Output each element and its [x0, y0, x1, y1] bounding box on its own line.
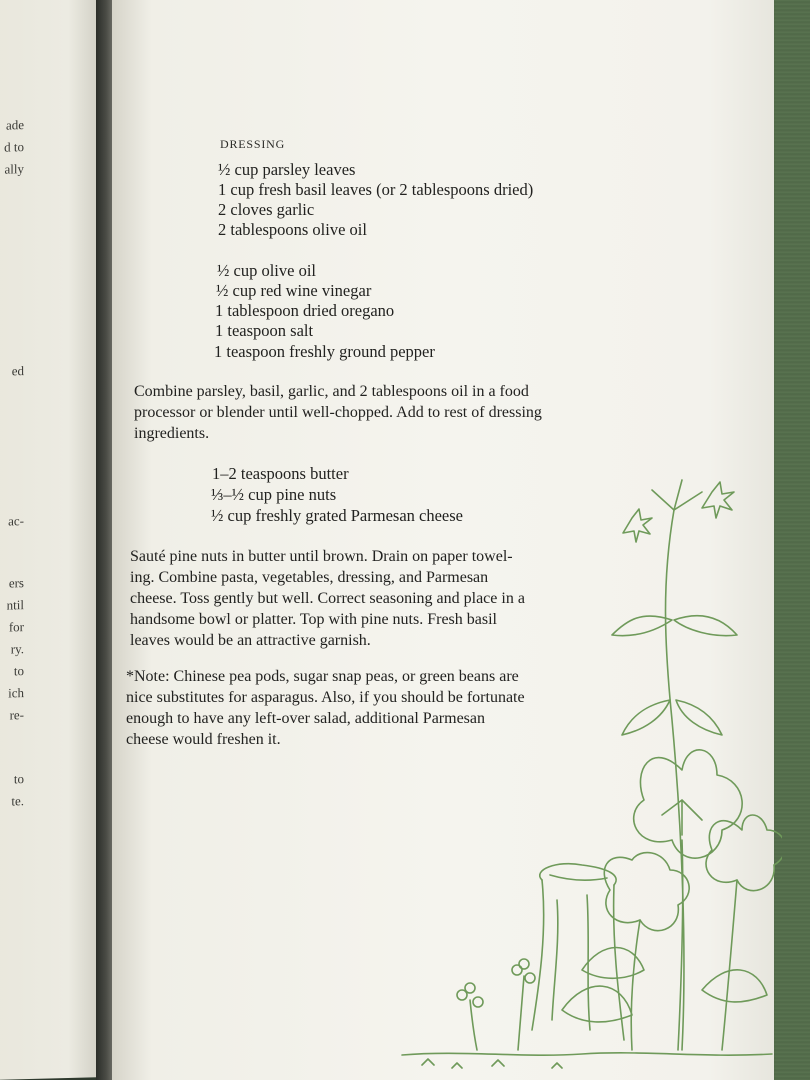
- left-facing-page: [0, 0, 102, 1080]
- recipe-page: [112, 0, 774, 1080]
- text-line: *Note: Chinese pea pods, sugar snap peas, or green beans are: [126, 668, 519, 685]
- left-text-fragment: to: [13, 663, 24, 679]
- leaf: [612, 616, 672, 636]
- left-text-fragment: ac-: [8, 513, 24, 529]
- left-text-fragment: ally: [4, 161, 24, 177]
- left-text-fragment: ry.: [10, 641, 24, 657]
- ingredient-line: 1 teaspoon freshly ground pepper: [214, 342, 435, 361]
- leaf: [622, 700, 670, 735]
- flower-stem: [722, 880, 737, 1050]
- ingredient-line: ½ cup red wine vinegar: [216, 281, 372, 300]
- ingredient-line: 2 tablespoons olive oil: [218, 220, 367, 239]
- left-text-fragment: ntil: [6, 597, 24, 613]
- text-line: enough to have any left-over salad, additional Parmesan: [126, 710, 485, 727]
- botanical-illustration: [382, 470, 782, 1070]
- text-line: cheese would freshen it.: [126, 731, 281, 748]
- dressing-heading: DRESSING: [220, 137, 286, 151]
- ground-line: [402, 1053, 772, 1055]
- ingredient-line: 1–2 teaspoons butter: [212, 464, 349, 483]
- ingredient-line: ½ cup freshly grated Parmesan cheese: [211, 506, 463, 525]
- text-line: ingredients.: [134, 425, 210, 442]
- text-line: cheese. Toss gently but well. Correct seasoning and place in a: [130, 590, 525, 607]
- poppy-flower: [706, 815, 782, 891]
- left-text-fragment: re-: [9, 707, 24, 723]
- ingredient-line: 2 cloves garlic: [218, 200, 315, 219]
- text-line: nice substitutes for asparagus. Also, if you should be fortunate: [126, 689, 525, 706]
- text-line: Sauté pine nuts in butter until brown. Drain on paper towel-: [130, 548, 513, 565]
- text-line: leaves would be an attractive garnish.: [130, 632, 371, 649]
- left-text-fragment: te.: [11, 793, 24, 809]
- text-line: Combine parsley, basil, garlic, and 2 tablespoons oil in a food: [134, 383, 529, 400]
- left-text-fragment: for: [8, 619, 24, 635]
- left-text-fragment: ich: [8, 685, 24, 701]
- text-line: ing. Combine pasta, vegetables, dressing, and Parmesan: [130, 569, 489, 586]
- leaf: [674, 616, 737, 636]
- ingredient-line: 1 tablespoon dried oregano: [215, 301, 395, 320]
- star-flower: [702, 482, 734, 518]
- left-text-fragment: ed: [11, 363, 24, 379]
- poppy-flower: [604, 853, 689, 931]
- flower-stem: [631, 920, 640, 1050]
- leaf: [676, 700, 722, 735]
- small-ground-flower: [457, 983, 483, 1050]
- ingredient-line: 1 cup fresh basil leaves (or 2 tablespoons dried): [218, 180, 534, 199]
- ingredient-line: ½ cup parsley leaves: [218, 160, 356, 179]
- leaf: [702, 970, 767, 1002]
- left-text-fragment: ade: [5, 117, 24, 133]
- flower-stem: [652, 480, 702, 510]
- text-line: handsome bowl or platter. Top with pine nuts. Fresh basil: [130, 611, 497, 628]
- left-text-fragment: ers: [8, 575, 24, 591]
- instruction-paragraph: [134, 381, 612, 444]
- ingredient-line: ⅓–½ cup pine nuts: [211, 485, 337, 504]
- text-line: processor or blender until well-chopped. Add to rest of dressing: [134, 404, 542, 421]
- ingredient-line: 1 teaspoon salt: [215, 321, 314, 340]
- grass-tufts: [422, 1059, 562, 1068]
- small-ground-flower: [512, 959, 535, 1050]
- star-flower: [623, 509, 652, 542]
- poppy-flower: [634, 750, 742, 858]
- left-text-fragment: d to: [4, 139, 24, 155]
- left-text-fragment: to: [13, 771, 24, 787]
- ingredient-line: ½ cup olive oil: [217, 261, 316, 280]
